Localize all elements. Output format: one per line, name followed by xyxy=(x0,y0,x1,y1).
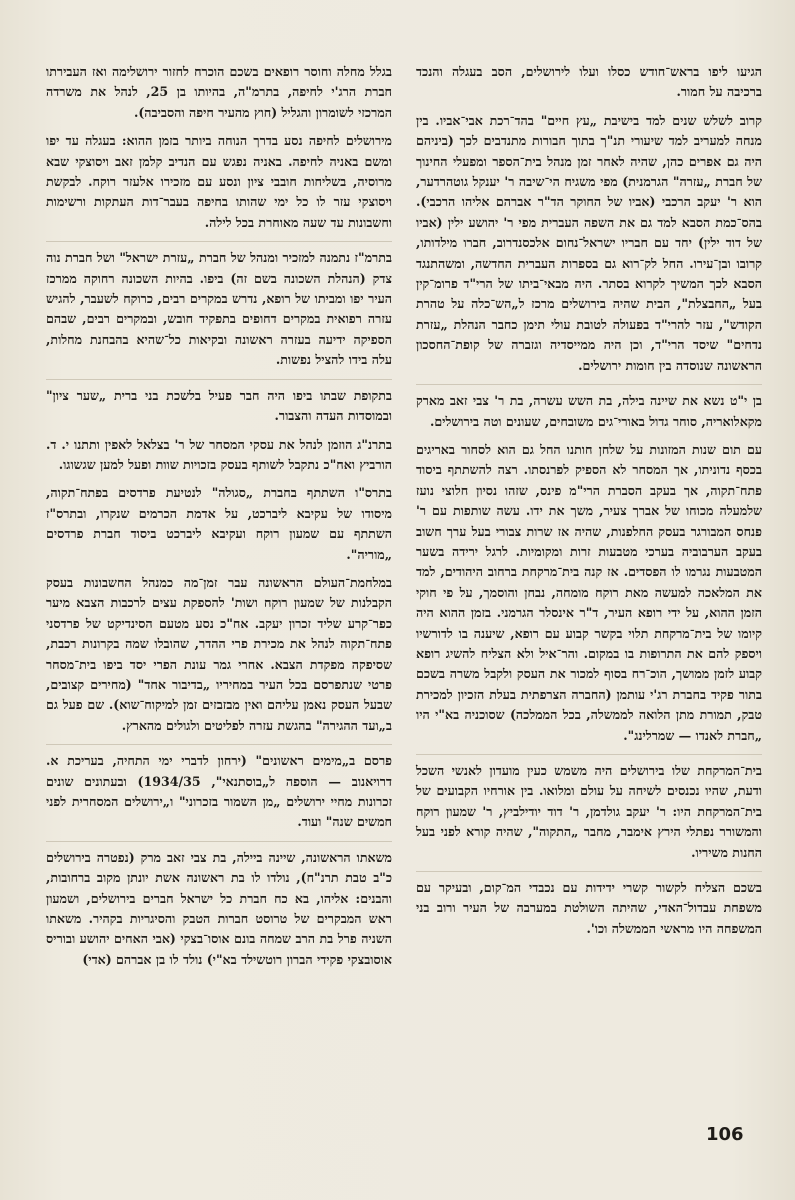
paragraph: בית־המרקחת שלו בירושלים היה משמש כעין מועדון לאנשי השכל ודעת, שהיו נכנסים לשיחה על עולם ומלואו. בין אורחיו הקבועים של בית־המרקחת היו: ר' יעקב גולדמן, ר' דוד יודילביץ, ר' שמעון רוקח והמשורר נפתלי הירץ אימבר, מחבר „התקוה", שהיה קורא לפני בעל החנות משיריו. xyxy=(416,754,762,863)
paragraph: הגיעו ליפו בראש־חודש כסלו ועלו לירושלים, הסב בעגלה והנכד ברכיבה על חמור. xyxy=(416,64,762,100)
paragraph: משאתו הראשונה, שיינה ביילה, בת צבי זאב מרק (נפטרה בירושלים כ"ב טבת תרנ"ח), נולדו לו בת ראשונה אשת יונתן מקוב ברחובות, והבנים: אליהו, בא כח חברת כל ישראל חברים בירושלים, ושמעון ראש המבקרים של טרוסט חברות הטבק והסיגריות בקהיר. משאתו השניה פרל בת הרב שמחה בונם אוסו־בצקי (אבי האחים יהושע ובוריס אוסובצקי פקידי הברון רוטשילד בא"י) נולד לו בן אברהם (אדי) xyxy=(46,841,392,970)
right-text-column xyxy=(416,62,762,947)
paragraph: בשכם הצליח לקשור קשרי ידידות עם נכבדי המ־קום, ובעיקר עם משפחת עבדול־האדי, שהיתה השולטת במערבה של העיר ורוב בני המשפחה היו מראשי הממשלה וכו'. xyxy=(416,871,762,939)
paragraph: בתרנ"ג הוזמן לנהל את עסקי המסחר של ר' בצלאל לאפין ותתנו י. ד. הורביץ ואח"כ נתקבל לשותף בעסק בזכויות שוות ופעל למען שגשוגו. xyxy=(46,436,392,472)
paragraph: מירושלים לחיפה נסע בדרך הנוחה ביותר בזמן ההוא: בעגלה עד יפו ומשם באניה לחיפה. באניה נפגש עם הנדיב קלמן זאב ויסוצקי שבא מרוסיה, בשליחות חובבי ציון ונסע עם מזכירו אלעזר רוקח. לבקשת ויסוצקי עזר לו כל ימי שהותו בחיפה בעבר־דות העתקות ורשימות וחשבונות עד שעה מאוחרת בכל לילה. xyxy=(46,133,392,230)
paragraph: בן י"ט נשא את שיינה בילה, בת השש עשרה, בת ר' צבי זאב מארק מקאלואריה, סוחר גדול באורי־גים משובחים, שעונים וטה בירושלים. xyxy=(416,384,762,432)
paragraph: בגלל מחלה וחוסר רופאים בשכם הוכרח לחזור ירושלימה ואז העבירתו חברת הרג'י לחיפה, בתרמ"ה, בהיותו בן 25, לנהל את משרדה המרכזי לשומרון והגליל (חוץ מהעיר חיפה והסביבה). xyxy=(46,64,392,120)
paragraph: קרוב לשלש שנים למד בישיבת „עץ חיים" בהד־רכת אבי־אביו. בין מנחה למעריב למד שיעורי תנ"ך בתוך חבורות מתנדבים לכך (ביניהם היה גם אפרים כהן, שהיה לאחר זמן מנהל בית־הספר ומפעלי החינוך של חברת „עזרה" הגרמנית) מפי משגיח הי־שיבה ר' יענקל גוטהרדער, הוא ר' יעקב הרכבי (אביו של החוקר הד"ר אברהם אליהו הרכבי). בהס־כמת הסבא למד גם את השפה העברית מפי ר' יהושע ילין (אביו של דוד ילין) יחד עם חבריו ישראל־נחום אלכסנדרוב, חברו מילדותו, קרובו ובן־עירו. החל לק־רוא גם בספרות העברית החדשה, ומשהתנגד הסבא לכך המשיך לקרוא בסתר. היה מבאי־ביתו של הרי"ד פרומ־קין בעל „החבצלת", הבית שהיה בירושלים מרכז ל„הש־כלה על טהרת הקודש", עזר להרי"ד בפעולה לטובת עולי תימן כחבר הנהלת „עזרת נדחים" שיסד הרי"ד, וכן היה ממייסדיה וגזברה של קופת־החסכון הראשונה שנוסדה בין חומות ירושלים. xyxy=(416,112,762,373)
page-number: 106 xyxy=(706,1124,744,1145)
paragraph: בתרס"ו השתתף בחברת „סגולה" לנטיעת פרדסים בפתח־תקוה, מיסודו של עקיבא ליברכט, על אדמת הכרמים שנקרו, ובתרס"ז השתתף עם שמעון רוקח ועקיבא ליברכט ביסוד חברת פרדסים „מוריה". xyxy=(46,485,392,562)
paragraph: פרסם ב„מימים ראשונים" (ירחון לדברי ימי התחיה, בעריכת א. דרויאנוב — הוספה ל„בוסתנאי", 1934/35) ובעתונים שונים זכרונות מחיי ירושלים „מן השמור בזכרוני" ו„ירושלים המסחרית לפני חמשים שנה" ועוד. xyxy=(46,744,392,833)
paragraph: בתקופת שבתו ביפו היה חבר פעיל בלשכת בני ברית „שער ציון" ובמוסדות העדה והצבור. xyxy=(46,379,392,427)
paragraph: עם תום שנות המזונות על שלחן חותנו החל גם הוא לסחור באריגים בכסף נדוניתו, אך המסחר לא הספיק לפרנסתו. רצה להשתתף ביסוד פתח־תקוה, אך בעקב הסברת הרי"מ פינס, שזהו נסיון חלוצי נועז שלמעלה מכוחו של אברך צעיר, משך את ידו. עשה שותפות עם ר' פנחס המבורגר בעסק החלפנות, שהיה אז שרות צבורי בעל ערך חשוב בעקב הערבוביה בערכי מטבעות זרות ומקומיות. לרגל ירידה בשער המטבעות נגרמו לו הפסדים. אז קנה בית־מרקחת ברחוב היהודים, למד את המלאכה למעשה מאת רוקח מומחה, נבחן והוסמך, על פי חוקי הזמן ההוא, על ידי רופא העיר, ד"ר אינסלר הגרמני. בזמן ההוא היה קיומו של בית־מרקחת תלוי בקשר קבוע עם רופא, שיענה בו לדורשיו ויספק להם את התרופות בו במקום. והר־איל ולא הצליח להשיג רופא קבוע לזמן ממושך, הוכ־רח בסוף למכור את העסק ולקבל משרה בשכם בתור פקיד בחברת רג'י עותמן (החברה הצרפתית בעלת הזכיון למכירת טבק, תמורת מתן הלואה לממשלה, בכל הממלכה) שסוכניה בא"י היו „חברת לאנדו — שמרלינג". xyxy=(416,441,762,743)
paragraph: בתרמ"ז נתמנה למזכיר ומנהל של חברת „עזרת ישראל" ושל חברת נוה צדק (הנהלת השכונה בשם זה) ביפו. בהיות השכונה רחוקה ממרכז העיר יפו ומביתו של רופא, נדרש במקרים רבים, כרוקח לשעבר, להגיש עזרה רפואית במקרים דחופים בתפקיד חובש, ובמקרים רבים, שבהם הספיקה ידיעה בעזרה ראשונה ובקיאות כל־שהיא בהבחנת מחלות, עלה בידו להציל נפשות. xyxy=(46,241,392,370)
left-text-column xyxy=(46,62,392,978)
paragraph: במלחמת־העולם הראשונה עבר זמן־מה כמנהל החשבונות בעסק הקבלנות של שמעון רוקח ושות' להספקת עצים לרכבות הצבא מיער כפר־קרע שליד זכרון יעקב. אח"כ נסע מטעם הסינדיקט של פרדסני פתח־תקוה לנהל את מכירת פרי ההדר, שהובלו שמה בקרונות רכבת, שסיפקה מפקדת הצבא. אחרי גמר עונת הפרי יסד ביפו בית־מסחר פרטי שנתפרסם בכל העיר במחיריו „בדיבור אחד" (מחירים קצובים, שבעל העסק נאמן עליהם ואין מבזבזים זמן למיקוח־שוא). שם פעל גם ב„ועד ההגירה" בהגשת עזרה לפליטים ולגולים מהארץ. xyxy=(46,574,392,733)
